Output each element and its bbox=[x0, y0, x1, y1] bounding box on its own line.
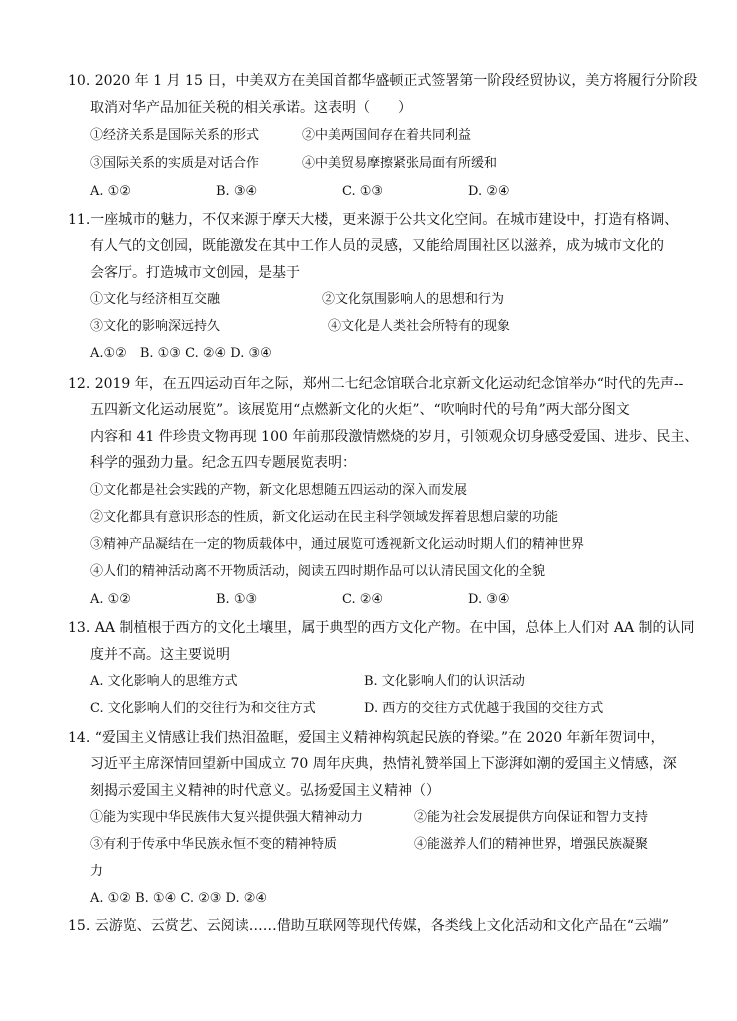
question-14-option-4-continued: 力 bbox=[90, 864, 104, 879]
question-13-option-a: A. 文化影响人的思维方式 bbox=[90, 674, 238, 689]
question-11-line-3: 会客厅。打造城市文创园，是基于 bbox=[90, 265, 300, 281]
question-10-option-1: ①经济关系是国际关系的形式 bbox=[90, 128, 260, 143]
question-11-option-2: ②文化氛围影响人的思想和行为 bbox=[322, 292, 505, 307]
question-11-line-2: 有人气的文创园，既能激发在其中工作人员的灵感，又能给周围社区以滋养，成为城市文化的 bbox=[90, 238, 664, 254]
question-13-option-c: C. 文化影响人们的交往行为和交往方式 bbox=[90, 701, 316, 716]
question-14-answers: A. ①② B. ①④ C. ②③ D. ②④ bbox=[90, 891, 268, 906]
question-13-option-b: B. 文化影响人们的认识活动 bbox=[364, 674, 525, 689]
question-12-statement-1: ①文化都是社会实践的产物，新文化思想随五四运动的深入而发展 bbox=[90, 483, 468, 498]
question-10-answer-c: C. ①③ bbox=[342, 184, 384, 199]
question-12-answer-c: C. ②④ bbox=[342, 592, 384, 607]
question-10-option-3: ③国际关系的实质是对话合作 bbox=[90, 156, 260, 171]
question-12-line-4: 科学的强劲力量。纪念五四专题展览表明： bbox=[90, 455, 356, 471]
question-13-line-2: 度并不高。这主要说明 bbox=[90, 647, 230, 663]
question-14-option-3: ③有利于传承中华民族永恒不变的精神特质 bbox=[90, 837, 338, 852]
question-12-line-3: 内容和 41 件珍贵文物再现 100 年前那段激情燃烧的岁月，引领观众切身感受爱国、进步、民主、 bbox=[90, 429, 699, 445]
question-11-option-1: ①文化与经济相互交融 bbox=[90, 292, 221, 307]
question-14-option-4: ④能滋养人们的精神世界，增强民族凝聚 bbox=[414, 837, 649, 852]
question-10-answer-d: D. ②④ bbox=[468, 184, 510, 199]
question-12-line-1: 12. 2019 年，在五四运动百年之际，郑州二七纪念馆联合北京新文化运动纪念馆举办“时代的先声-- bbox=[68, 376, 684, 392]
question-15-line-1: 15. 云游览、云赏艺、云阅读……借助互联网等现代传媒，各类线上文化活动和文化产品在“云端” bbox=[68, 918, 670, 934]
question-14-line-3: 刻揭示爱国主义精神的时代意义。弘扬爱国主义精神（） bbox=[90, 783, 440, 799]
question-13-option-d: D. 西方的交往方式优越于我国的交往方式 bbox=[364, 701, 604, 716]
question-12-answer-a: A. ①② bbox=[90, 592, 131, 607]
question-11-answers: A.①② B. ①③ C. ②④ D. ③④ bbox=[90, 346, 272, 361]
question-12-statement-4: ④人们的精神活动离不开物质活动，阅读五四时期作品可以认清民国文化的全貌 bbox=[90, 564, 546, 579]
question-12-statement-3: ③精神产品凝结在一定的物质载体中，通过展览可透视新文化运动时期人们的精神世界 bbox=[90, 537, 585, 552]
question-10-line-2: 取消对华产品加征关税的相关承诺。这表明（ ） bbox=[90, 100, 412, 116]
question-13-line-1: 13. AA 制植根于西方的文化土壤里，属于典型的西方文化产物。在中国，总体上人们对 AA 制的认同 bbox=[68, 620, 695, 636]
question-10-option-2: ②中美两国间存在着共同利益 bbox=[302, 128, 472, 143]
question-12-answer-b: B. ①③ bbox=[216, 592, 258, 607]
question-14-line-1: 14. “爱国主义情感让我们热泪盈眶，爱国主义精神构筑起民族的脊梁。”在 2020 年新年贺词中， bbox=[68, 730, 665, 746]
question-10-option-4: ④中美贸易摩擦紧张局面有所缓和 bbox=[302, 156, 498, 171]
question-14-option-2: ②能为社会发展提供方向保证和智力支持 bbox=[414, 810, 649, 825]
question-11-option-4: ④文化是人类社会所特有的现象 bbox=[328, 319, 511, 334]
question-12-statement-2: ②文化都具有意识形态的性质，新文化运动在民主科学领域发挥着思想启蒙的功能 bbox=[90, 510, 559, 525]
question-10-answer-a: A. ①② bbox=[90, 184, 131, 199]
question-10-answer-b: B. ③④ bbox=[216, 184, 258, 199]
question-11-option-3: ③文化的影响深远持久 bbox=[90, 319, 221, 334]
question-14-option-1: ①能为实现中华民族伟大复兴提供强大精神动力 bbox=[90, 810, 364, 825]
question-12-line-2: 五四新文化运动展览”。该展览用“点燃新文化的火炬”、“吹响时代的号角”两大部分图文 bbox=[90, 402, 630, 418]
question-11-line-1: 11.一座城市的魅力，不仅来源于摩天大楼，更来源于公共文化空间。在城市建设中，打造有格调、 bbox=[68, 212, 679, 228]
question-14-line-2: 习近平主席深情回望新中国成立 70 周年庆典，热情礼赞举国上下澎湃如潮的爱国主义情感，深 bbox=[90, 756, 677, 772]
question-10-line-1: 10. 2020 年 1 月 15 日，中美双方在美国首都华盛顿正式签署第一阶段经贸协议，美方将履行分阶段 bbox=[68, 73, 698, 89]
question-12-answer-d: D. ③④ bbox=[468, 592, 510, 607]
